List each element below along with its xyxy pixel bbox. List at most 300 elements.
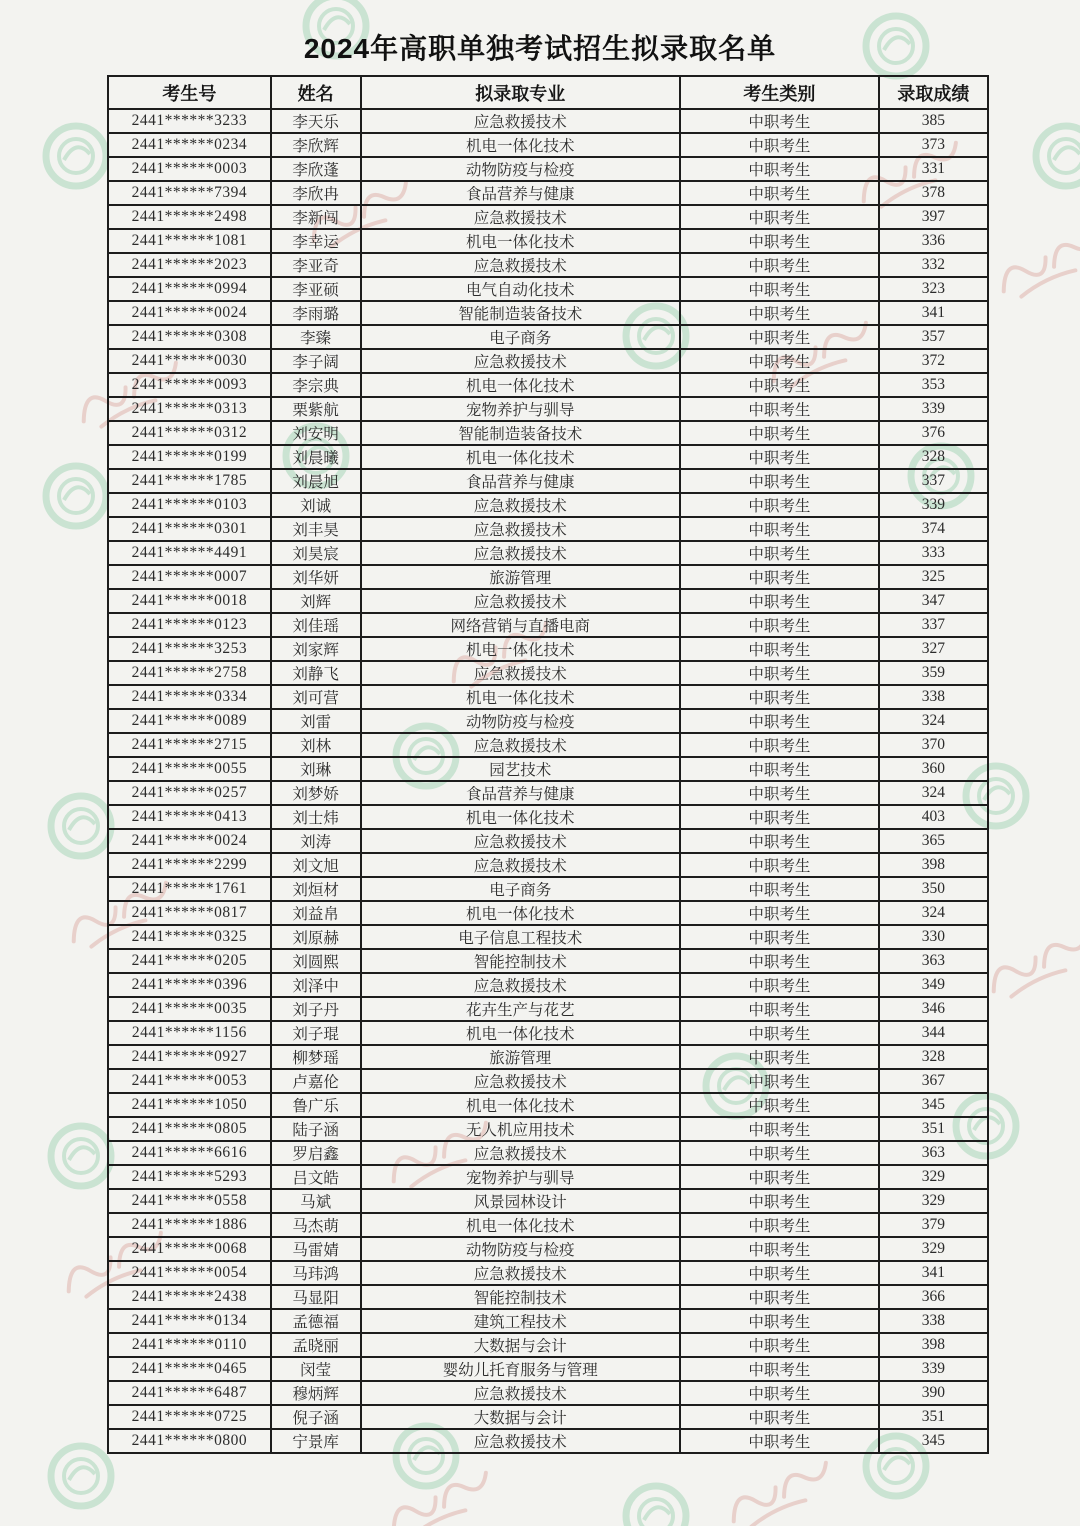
table-cell: 2441******0413: [108, 805, 271, 829]
table-cell: 2441******0805: [108, 1117, 271, 1141]
table-cell: 应急救援技术: [361, 517, 680, 541]
table-row: [108, 1189, 988, 1213]
table-cell: 应急救援技术: [361, 973, 680, 997]
table-cell: 2441******0257: [108, 781, 271, 805]
table-row: [108, 565, 988, 589]
table-row: [108, 397, 988, 421]
table-cell: 花卉生产与花艺: [361, 997, 680, 1021]
table-cell: 刘佳瑶: [271, 613, 361, 637]
table-cell: 中职考生: [680, 1165, 879, 1189]
table-row: [108, 277, 988, 301]
table-cell: 2441******0007: [108, 565, 271, 589]
table-cell: 中职考生: [680, 1117, 879, 1141]
table-cell: 2441******2438: [108, 1285, 271, 1309]
table-cell: 2441******0053: [108, 1069, 271, 1093]
table-cell: 331: [879, 157, 988, 181]
table-cell: 中职考生: [680, 829, 879, 853]
table-cell: 353: [879, 373, 988, 397]
table-cell: 2441******0123: [108, 613, 271, 637]
table-cell: 刘华妍: [271, 565, 361, 589]
table-cell: 刘家辉: [271, 637, 361, 661]
table-cell: 324: [879, 781, 988, 805]
table-cell: 2441******0103: [108, 493, 271, 517]
table-cell: 卢嘉伦: [271, 1069, 361, 1093]
table-cell: 338: [879, 1309, 988, 1333]
table-cell: 2441******0927: [108, 1045, 271, 1069]
table-cell: 建筑工程技术: [361, 1309, 680, 1333]
table-cell: 刘涛: [271, 829, 361, 853]
table-cell: 2441******2758: [108, 661, 271, 685]
table-cell: 329: [879, 1165, 988, 1189]
table-cell: 电子信息工程技术: [361, 925, 680, 949]
table-cell: 李臻: [271, 325, 361, 349]
table-cell: 李亚硕: [271, 277, 361, 301]
table-row: [108, 1237, 988, 1261]
table-cell: 李幸运: [271, 229, 361, 253]
table-cell: 马雷婧: [271, 1237, 361, 1261]
table-row: [108, 205, 988, 229]
table-cell: 2441******0093: [108, 373, 271, 397]
table-cell: 2441******0003: [108, 157, 271, 181]
table-cell: 324: [879, 901, 988, 925]
table-cell: 中职考生: [680, 229, 879, 253]
table-cell: 中职考生: [680, 397, 879, 421]
table-cell: 341: [879, 301, 988, 325]
table-cell: 中职考生: [680, 373, 879, 397]
table-cell: 刘子琨: [271, 1021, 361, 1045]
table-cell: 2441******0018: [108, 589, 271, 613]
table-cell: 动物防疫与检疫: [361, 1237, 680, 1261]
table-cell: 机电一体化技术: [361, 373, 680, 397]
table-cell: 动物防疫与检疫: [361, 709, 680, 733]
table-cell: 应急救援技术: [361, 205, 680, 229]
table-cell: 宠物养护与驯导: [361, 1165, 680, 1189]
table-cell: 应急救援技术: [361, 1381, 680, 1405]
table-cell: 刘烜材: [271, 877, 361, 901]
table-cell: 电子商务: [361, 877, 680, 901]
table-cell: 刘辉: [271, 589, 361, 613]
table-cell: 360: [879, 757, 988, 781]
table-cell: 刘士炜: [271, 805, 361, 829]
table-cell: 中职考生: [680, 349, 879, 373]
table-cell: 应急救援技术: [361, 349, 680, 373]
watermark-script-icon: [372, 1448, 508, 1526]
table-cell: 中职考生: [680, 997, 879, 1021]
table-row: [108, 757, 988, 781]
table-cell: 373: [879, 133, 988, 157]
table-cell: 397: [879, 205, 988, 229]
table-cell: 机电一体化技术: [361, 637, 680, 661]
table-cell: 中职考生: [680, 1069, 879, 1093]
table-cell: 379: [879, 1213, 988, 1237]
table-row: [108, 949, 988, 973]
table-cell: 中职考生: [680, 709, 879, 733]
table-row: [108, 1141, 988, 1165]
table-row: [108, 1357, 988, 1381]
table-cell: 中职考生: [680, 253, 879, 277]
table-cell: 337: [879, 613, 988, 637]
table-cell: 应急救援技术: [361, 661, 680, 685]
table-cell: 341: [879, 1261, 988, 1285]
table-cell: 367: [879, 1069, 988, 1093]
table-cell: 中职考生: [680, 613, 879, 637]
table-cell: 刘梦娇: [271, 781, 361, 805]
table-cell: 中职考生: [680, 445, 879, 469]
table-cell: 机电一体化技术: [361, 1021, 680, 1045]
table-row: [108, 1093, 988, 1117]
table-cell: 智能制造装备技术: [361, 421, 680, 445]
table-cell: 349: [879, 973, 988, 997]
table-cell: 2441******1886: [108, 1213, 271, 1237]
table-cell: 刘泽中: [271, 973, 361, 997]
table-cell: 中职考生: [680, 1021, 879, 1045]
table-cell: 327: [879, 637, 988, 661]
table-row: [108, 1309, 988, 1333]
table-cell: 马显阳: [271, 1285, 361, 1309]
table-cell: 323: [879, 277, 988, 301]
table-cell: 闵莹: [271, 1357, 361, 1381]
table-cell: 宁景库: [271, 1429, 361, 1453]
table-cell: 365: [879, 829, 988, 853]
table-cell: 应急救援技术: [361, 1141, 680, 1165]
table-row: [108, 733, 988, 757]
table-row: [108, 349, 988, 373]
table-cell: 2441******2498: [108, 205, 271, 229]
table-row: [108, 1117, 988, 1141]
table-cell: 电子商务: [361, 325, 680, 349]
table-cell: 374: [879, 517, 988, 541]
table-cell: 2441******0035: [108, 997, 271, 1021]
table-cell: 食品营养与健康: [361, 181, 680, 205]
table-cell: 李新闯: [271, 205, 361, 229]
table-cell: 机电一体化技术: [361, 445, 680, 469]
table-cell: 应急救援技术: [361, 1261, 680, 1285]
table-cell: 339: [879, 397, 988, 421]
table-cell: 338: [879, 685, 988, 709]
table-row: [108, 925, 988, 949]
table-cell: 机电一体化技术: [361, 901, 680, 925]
table-cell: 中职考生: [680, 1429, 879, 1453]
table-cell: 应急救援技术: [361, 541, 680, 565]
table-cell: 中职考生: [680, 1309, 879, 1333]
watermark-seal-icon: [40, 120, 112, 197]
table-cell: 中职考生: [680, 757, 879, 781]
table-cell: 中职考生: [680, 973, 879, 997]
table-cell: 2441******0308: [108, 325, 271, 349]
header-row: [108, 76, 988, 109]
table-row: [108, 1285, 988, 1309]
table-row: [108, 1261, 988, 1285]
table-cell: 无人机应用技术: [361, 1117, 680, 1141]
table-cell: 陆子涵: [271, 1117, 361, 1141]
table-cell: 马杰萌: [271, 1213, 361, 1237]
table-cell: 孟晓丽: [271, 1333, 361, 1357]
table-cell: 中职考生: [680, 1285, 879, 1309]
page-title: 2024年高职单独考试招生拟录取名单: [303, 33, 777, 64]
table-row: [108, 1213, 988, 1237]
table-cell: 中职考生: [680, 949, 879, 973]
table-cell: 刘琳: [271, 757, 361, 781]
table-row: [108, 1045, 988, 1069]
table-cell: 2441******4491: [108, 541, 271, 565]
table-row: [108, 685, 988, 709]
table-cell: 中职考生: [680, 1045, 879, 1069]
table-row: [108, 181, 988, 205]
watermark-seal-icon: [620, 1480, 692, 1526]
table-cell: 马玮鸿: [271, 1261, 361, 1285]
table-row: [108, 373, 988, 397]
table-cell: 中职考生: [680, 1261, 879, 1285]
table-cell: 中职考生: [680, 1357, 879, 1381]
table-cell: 2441******5293: [108, 1165, 271, 1189]
table-cell: 中职考生: [680, 853, 879, 877]
table-cell: 337: [879, 469, 988, 493]
table-cell: 李欣冉: [271, 181, 361, 205]
table-cell: 324: [879, 709, 988, 733]
table-cell: 中职考生: [680, 1381, 879, 1405]
table-row: [108, 1429, 988, 1453]
table-cell: 328: [879, 445, 988, 469]
table-cell: 2441******0030: [108, 349, 271, 373]
table-cell: 363: [879, 1141, 988, 1165]
table-cell: 李天乐: [271, 109, 361, 133]
table-cell: 370: [879, 733, 988, 757]
table-cell: 婴幼儿托育服务与管理: [361, 1357, 680, 1381]
table-cell: 刘益帛: [271, 901, 361, 925]
table-cell: 351: [879, 1117, 988, 1141]
table-cell: 机电一体化技术: [361, 685, 680, 709]
table-cell: 2441******0024: [108, 829, 271, 853]
table-cell: 2441******1761: [108, 877, 271, 901]
table-row: [108, 805, 988, 829]
table-cell: 329: [879, 1189, 988, 1213]
table-cell: 2441******0994: [108, 277, 271, 301]
table-cell: 刘昊宸: [271, 541, 361, 565]
table-cell: 330: [879, 925, 988, 949]
table-cell: 刘安明: [271, 421, 361, 445]
table-cell: 345: [879, 1093, 988, 1117]
table-cell: 2441******7394: [108, 181, 271, 205]
table-cell: 中职考生: [680, 469, 879, 493]
table-cell: 2441******0055: [108, 757, 271, 781]
table-cell: 李子阔: [271, 349, 361, 373]
table-cell: 2441******0325: [108, 925, 271, 949]
table-cell: 347: [879, 589, 988, 613]
table-cell: 刘圆熙: [271, 949, 361, 973]
table-cell: 2441******0396: [108, 973, 271, 997]
table-header: [108, 76, 988, 109]
table-row: [108, 157, 988, 181]
table-cell: 刘雷: [271, 709, 361, 733]
table-row: [108, 133, 988, 157]
table-cell: 345: [879, 1429, 988, 1453]
table-cell: 应急救援技术: [361, 733, 680, 757]
table-cell: 罗启鑫: [271, 1141, 361, 1165]
table-cell: 柳梦瑶: [271, 1045, 361, 1069]
table-cell: 食品营养与健康: [361, 469, 680, 493]
table-row: [108, 829, 988, 853]
table-row: [108, 661, 988, 685]
table-cell: 328: [879, 1045, 988, 1069]
table-cell: 应急救援技术: [361, 853, 680, 877]
watermark-seal-icon: [1030, 120, 1080, 197]
table-cell: 鲁广乐: [271, 1093, 361, 1117]
table-row: [108, 973, 988, 997]
table-cell: 吕文皓: [271, 1165, 361, 1189]
table-cell: 刘丰昊: [271, 517, 361, 541]
table-cell: 中职考生: [680, 685, 879, 709]
table-cell: 2441******0110: [108, 1333, 271, 1357]
table-cell: 2441******0725: [108, 1405, 271, 1429]
table-cell: 旅游管理: [361, 1045, 680, 1069]
table-row: [108, 445, 988, 469]
table-cell: 2441******2023: [108, 253, 271, 277]
table-cell: 346: [879, 997, 988, 1021]
table-cell: 中职考生: [680, 541, 879, 565]
table-row: [108, 109, 988, 133]
table-cell: 应急救援技术: [361, 253, 680, 277]
table-cell: 2441******0205: [108, 949, 271, 973]
table-cell: 2441******0312: [108, 421, 271, 445]
table-cell: 机电一体化技术: [361, 805, 680, 829]
table-cell: 333: [879, 541, 988, 565]
table-row: [108, 901, 988, 925]
table-cell: 2441******0089: [108, 709, 271, 733]
table-cell: 2441******1785: [108, 469, 271, 493]
table-cell: 应急救援技术: [361, 829, 680, 853]
table-cell: 中职考生: [680, 1333, 879, 1357]
table-cell: 中职考生: [680, 325, 879, 349]
table-cell: 中职考生: [680, 925, 879, 949]
table-cell: 339: [879, 493, 988, 517]
table-row: [108, 253, 988, 277]
table-cell: 电气自动化技术: [361, 277, 680, 301]
table-cell: 344: [879, 1021, 988, 1045]
table-row: [108, 709, 988, 733]
table-row: [108, 421, 988, 445]
table-cell: 2441******0465: [108, 1357, 271, 1381]
table-cell: 刘晨旭: [271, 469, 361, 493]
table-cell: 中职考生: [680, 1237, 879, 1261]
table-cell: 动物防疫与检疫: [361, 157, 680, 181]
table-row: [108, 541, 988, 565]
header-candidate-number: 考生号: [108, 76, 271, 109]
table-cell: 刘诚: [271, 493, 361, 517]
table-cell: 2441******0199: [108, 445, 271, 469]
watermark-seal-icon: [40, 460, 112, 537]
header-admission-score: 录取成绩: [879, 76, 988, 109]
table-row: [108, 1165, 988, 1189]
table-cell: 2441******2299: [108, 853, 271, 877]
table-cell: 刘子丹: [271, 997, 361, 1021]
table-cell: 中职考生: [680, 493, 879, 517]
table-cell: 风景园林设计: [361, 1189, 680, 1213]
table-cell: 403: [879, 805, 988, 829]
table-cell: 2441******0068: [108, 1237, 271, 1261]
admission-table: [107, 75, 989, 1454]
table-cell: 329: [879, 1237, 988, 1261]
table-cell: 中职考生: [680, 901, 879, 925]
table-cell: 应急救援技术: [361, 109, 680, 133]
table-cell: 398: [879, 1333, 988, 1357]
table-cell: 中职考生: [680, 109, 879, 133]
table-cell: 大数据与会计: [361, 1333, 680, 1357]
table-cell: 385: [879, 109, 988, 133]
table-cell: 中职考生: [680, 1213, 879, 1237]
table-cell: 中职考生: [680, 205, 879, 229]
table-cell: 中职考生: [680, 637, 879, 661]
table-cell: 中职考生: [680, 565, 879, 589]
table-cell: 2441******0234: [108, 133, 271, 157]
table-row: [108, 637, 988, 661]
table-cell: 中职考生: [680, 157, 879, 181]
table-cell: 中职考生: [680, 301, 879, 325]
table-cell: 中职考生: [680, 1189, 879, 1213]
table-cell: 325: [879, 565, 988, 589]
table-row: [108, 517, 988, 541]
table-row: [108, 589, 988, 613]
table-body: [108, 109, 988, 1453]
header-major: 拟录取专业: [361, 76, 680, 109]
table-cell: 2441******0054: [108, 1261, 271, 1285]
table-row: [108, 325, 988, 349]
table-cell: 机电一体化技术: [361, 229, 680, 253]
table-cell: 马斌: [271, 1189, 361, 1213]
table-cell: 372: [879, 349, 988, 373]
table-cell: 378: [879, 181, 988, 205]
table-cell: 李欣蓬: [271, 157, 361, 181]
table-row: [108, 493, 988, 517]
table-cell: 2441******1156: [108, 1021, 271, 1045]
table-cell: 旅游管理: [361, 565, 680, 589]
table-cell: 中职考生: [680, 421, 879, 445]
table-cell: 2441******6616: [108, 1141, 271, 1165]
table-cell: 刘静飞: [271, 661, 361, 685]
header-candidate-category: 考生类别: [680, 76, 879, 109]
table-cell: 李宗典: [271, 373, 361, 397]
table-cell: 357: [879, 325, 988, 349]
table-cell: 350: [879, 877, 988, 901]
table-cell: 332: [879, 253, 988, 277]
table-cell: 智能控制技术: [361, 1285, 680, 1309]
table-cell: 2441******0134: [108, 1309, 271, 1333]
table-cell: 363: [879, 949, 988, 973]
table-row: [108, 1405, 988, 1429]
table-row: [108, 301, 988, 325]
table-cell: 机电一体化技术: [361, 1213, 680, 1237]
table-cell: 中职考生: [680, 1405, 879, 1429]
table-cell: 中职考生: [680, 133, 879, 157]
table-cell: 应急救援技术: [361, 589, 680, 613]
table-cell: 中职考生: [680, 277, 879, 301]
table-cell: 李欣辉: [271, 133, 361, 157]
table-cell: 中职考生: [680, 1141, 879, 1165]
table-row: [108, 877, 988, 901]
table-row: [108, 1069, 988, 1093]
table-cell: 351: [879, 1405, 988, 1429]
table-cell: 2441******0301: [108, 517, 271, 541]
table-cell: 2441******3253: [108, 637, 271, 661]
table-cell: 李雨璐: [271, 301, 361, 325]
table-row: [108, 1021, 988, 1045]
table-cell: 刘可营: [271, 685, 361, 709]
table-cell: 359: [879, 661, 988, 685]
table-cell: 中职考生: [680, 517, 879, 541]
table-cell: 2441******1081: [108, 229, 271, 253]
table-cell: 中职考生: [680, 781, 879, 805]
header-name: 姓名: [271, 76, 361, 109]
table-cell: 应急救援技术: [361, 1429, 680, 1453]
